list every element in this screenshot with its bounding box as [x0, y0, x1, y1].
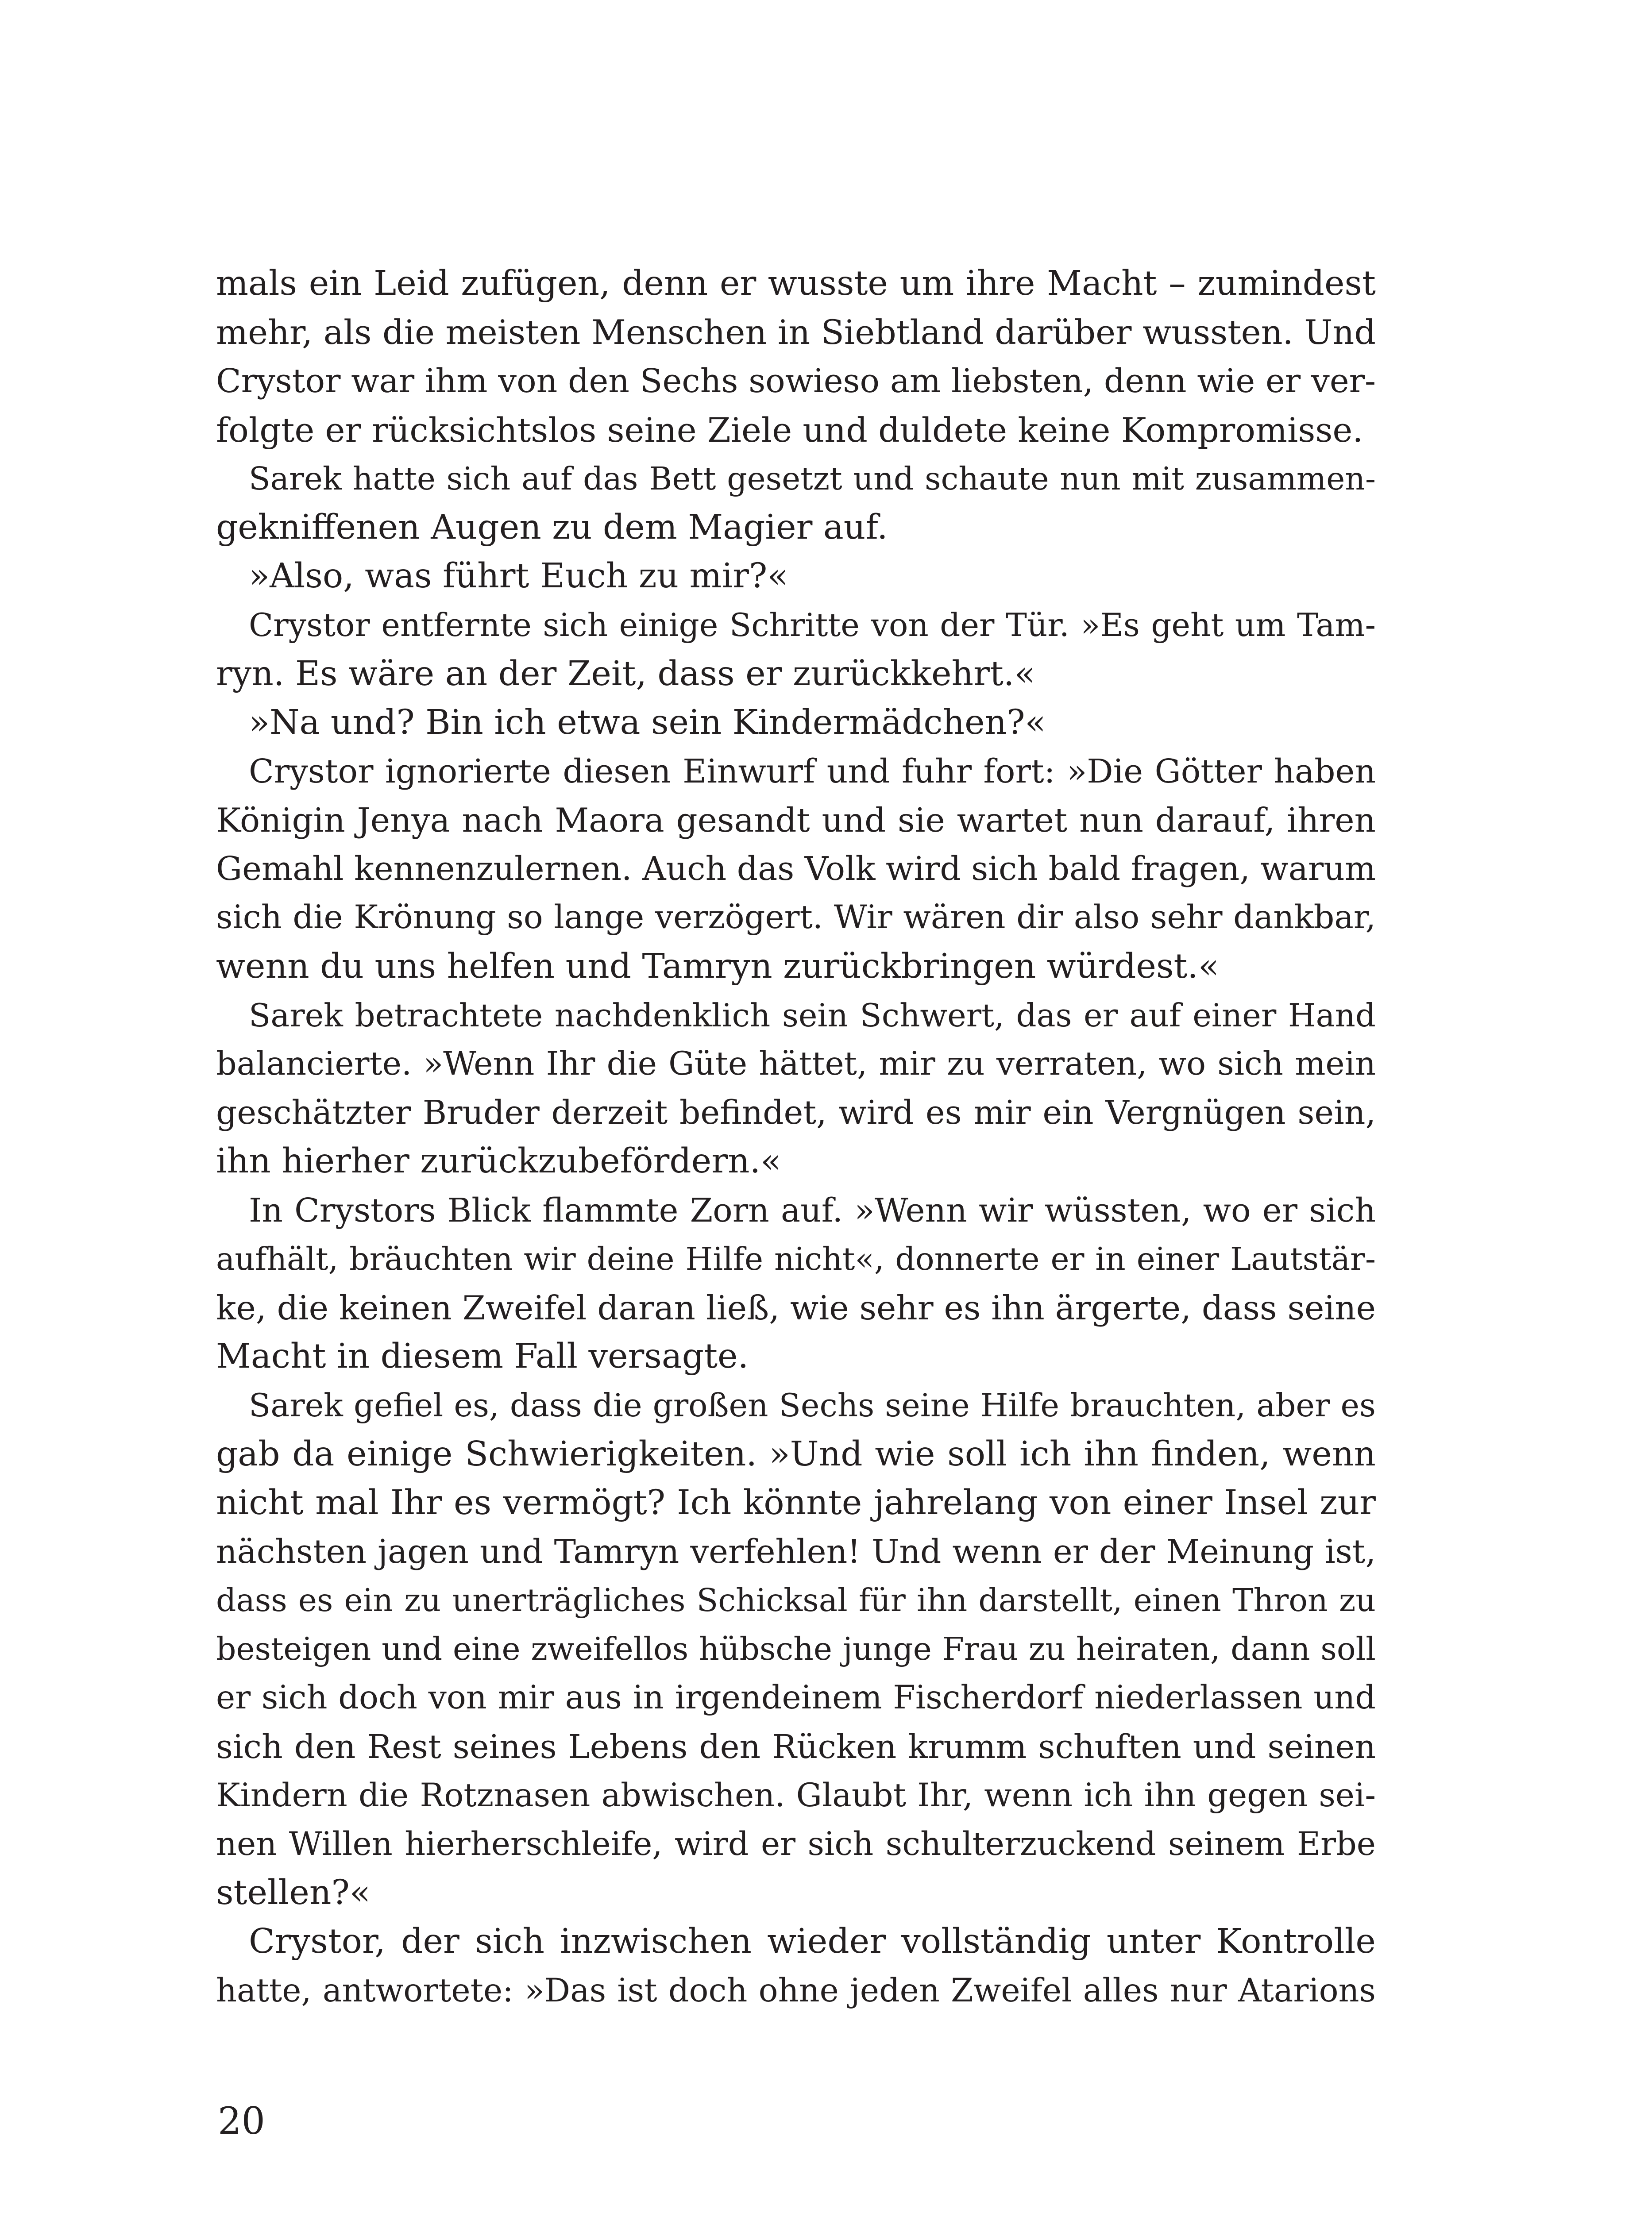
text-line: »Na und? Bin ich etwa sein Kindermädchen?« — [249, 702, 1046, 742]
text-line: nen Willen hierherschleife, wird er sich schulterzuckend seinem Erbe — [216, 1825, 1376, 1863]
text-line: nächsten jagen und Tamryn verfehlen! Und wenn er der Meinung ist, — [216, 1532, 1376, 1571]
text-line: ihn hierher zurückzubefördern.« — [216, 1141, 782, 1181]
text-line: balancierte. »Wenn Ihr die Güte hättet, mir zu verraten, wo sich mein — [216, 1045, 1376, 1083]
text-line: folgte er rücksichtslos seine Ziele und duldete keine Kompromisse. — [216, 410, 1363, 450]
text-line: besteigen und eine zweifellos hübsche junge Frau zu heiraten, dann soll — [216, 1631, 1376, 1668]
text-line: sich den Rest seines Lebens den Rücken krumm schuften und seinen — [216, 1727, 1376, 1766]
text-line: Crystor war ihm von den Sechs sowieso am liebsten, denn wie er ver- — [216, 362, 1376, 401]
text-line: sich die Krönung so lange verzögert. Wir wären dir also sehr dankbar, — [216, 898, 1376, 937]
text-line: Sarek betrachtete nachdenklich sein Schwert, das er auf einer Hand — [249, 996, 1376, 1034]
text-line: er sich doch von mir aus in irgendeinem Fischerdorf niederlassen und — [216, 1679, 1376, 1717]
text-line: gekniffenen Augen zu dem Magier auf. — [216, 507, 888, 547]
text-line: nicht mal Ihr es vermögt? Ich könnte jahrelang von einer Insel zur — [216, 1483, 1376, 1523]
text-line: ryn. Es wäre an der Zeit, dass er zurückkehrt.« — [216, 654, 1035, 694]
text-line: Macht in diesem Fall versagte. — [216, 1337, 749, 1376]
text-line: dass es ein zu unerträgliches Schicksal für ihn darstellt, einen Thron zu — [216, 1582, 1376, 1619]
text-line: Crystor ignorierte diesen Einwurf und fuhr fort: »Die Götter haben — [249, 752, 1376, 790]
body-text — [216, 259, 1376, 2015]
text-line: Crystor, der sich inzwischen wieder vollständig unter Kontrolle — [249, 1922, 1376, 1962]
page-number: 20 — [218, 2099, 265, 2143]
text-line: ke, die keinen Zweifel daran ließ, wie sehr es ihn ärgerte, dass seine — [216, 1288, 1376, 1327]
text-line: gab da einige Schwierigkeiten. »Und wie soll ich ihn finden, wenn — [216, 1434, 1376, 1474]
text-line: Kindern die Rotznasen abwischen. Glaubt Ihr, wenn ich ihn gegen sei- — [216, 1776, 1376, 1814]
text-line: aufhält, bräuchten wir deine Hilfe nicht«, donnerte er in einer Lautstär- — [216, 1240, 1376, 1277]
text-line: mals ein Leid zufügen, denn er wusste um ihre Macht – zumindest — [216, 264, 1376, 303]
text-line: wenn du uns helfen und Tamryn zurückbringen würdest.« — [216, 946, 1220, 986]
text-line: Königin Jenya nach Maora gesandt und sie wartet nun darauf, ihren — [216, 801, 1376, 840]
text-line: Sarek hatte sich auf das Bett gesetzt und schaute nun mit zusammen- — [249, 460, 1376, 497]
text-line: In Crystors Blick flammte Zorn auf. »Wenn wir wüssten, wo er sich — [249, 1191, 1376, 1230]
text-line: Gemahl kennenzulernen. Auch das Volk wird sich bald fragen, warum — [216, 850, 1376, 888]
text-line: »Also, was führt Euch zu mir?« — [249, 556, 788, 596]
text-line: hatte, antwortete: »Das ist doch ohne jeden Zweifel alles nur Atarions — [216, 1971, 1376, 2009]
text-line: Sarek gefiel es, dass die großen Sechs seine Hilfe brauchten, aber es — [249, 1387, 1376, 1424]
text-line: geschätzter Bruder derzeit befindet, wird es mir ein Vergnügen sein, — [216, 1094, 1376, 1132]
text-line: mehr, als die meisten Menschen in Siebtland darüber wussten. Und — [216, 312, 1376, 352]
text-line: stellen?« — [216, 1873, 371, 1913]
text-line: Crystor entfernte sich einige Schritte von der Tür. »Es geht um Tam- — [249, 606, 1376, 644]
